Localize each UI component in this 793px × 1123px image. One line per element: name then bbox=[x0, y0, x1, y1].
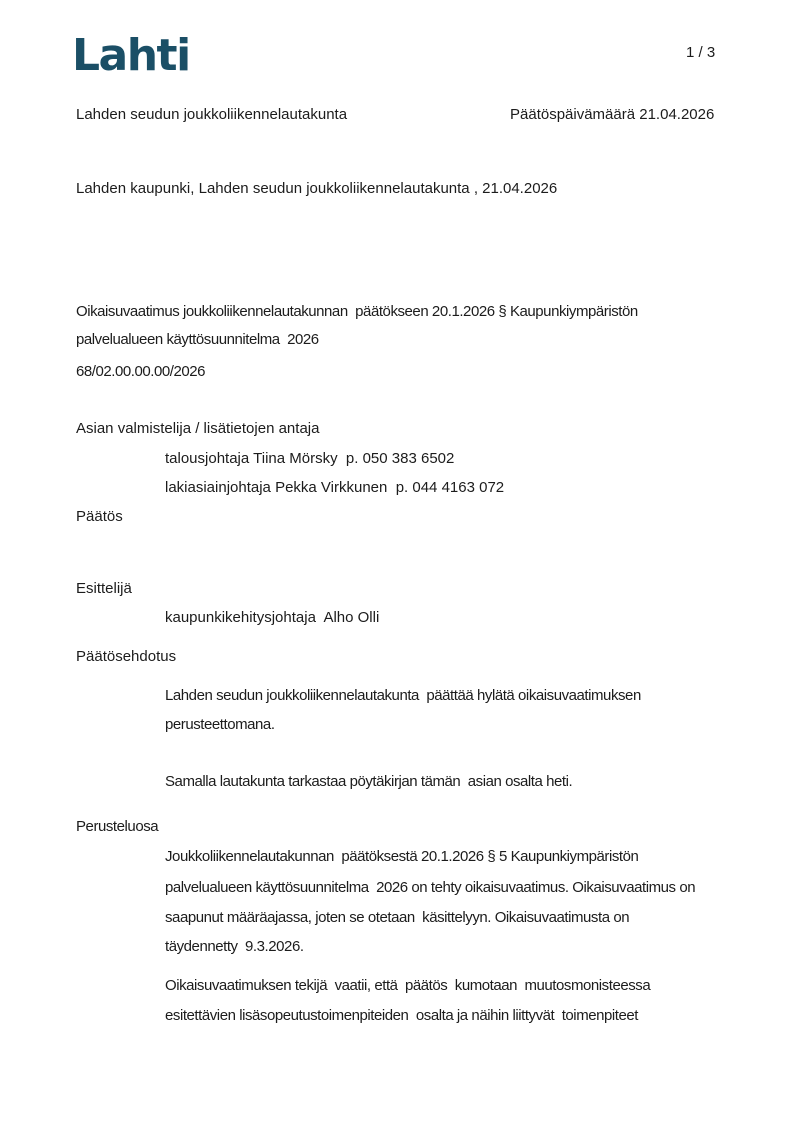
section-label-paatosehdotus: Päätösehdotus bbox=[76, 648, 177, 665]
perusteluosa-p2-line-1: Oikaisuvaatimuksen tekijä vaatii, että päätös kumotaan muutosmonisteessa bbox=[165, 977, 651, 994]
perusteluosa-p1-line-1: Joukkoliikennelautakunnan päätöksestä 20.1.2026 § 5 Kaupunkiympäristön bbox=[165, 848, 639, 865]
perusteluosa-p1-line-2: palvelualueen käyttösuunnitelma 2026 on tehty oikaisuvaatimus. Oikaisuvaatimus on bbox=[165, 879, 696, 896]
paatosehdotus-extra-line: Samalla lautakunta tarkastaa pöytäkirjan tämän asian osalta heti. bbox=[165, 773, 573, 790]
decision-date: Päätöspäivämäärä 21.04.2026 bbox=[510, 106, 715, 123]
case-title-line-1: Oikaisuvaatimus joukkoliikennelautakunnan päätökseen 20.1.2026 § Kaupunkiympäristön bbox=[76, 303, 638, 320]
lahti-logo: Lahti bbox=[72, 30, 190, 81]
section-label-paatos: Päätös bbox=[76, 508, 123, 525]
section-label-esittelija: Esittelijä bbox=[76, 580, 132, 597]
section-label-perusteluosa: Perusteluosa bbox=[76, 818, 159, 835]
paatosehdotus-line-2: perusteettomana. bbox=[165, 716, 275, 733]
esittelija-value: kaupunkikehitysjohtaja Alho Olli bbox=[165, 609, 380, 626]
preparer-label: Asian valmistelija / lisätietojen antaja bbox=[76, 420, 320, 437]
perusteluosa-p1-line-3: saapunut määräajassa, joten se otetaan käsittelyyn. Oikaisuvaatimusta on bbox=[165, 909, 630, 926]
paatosehdotus-line-1: Lahden seudun joukkoliikennelautakunta päättää hylätä oikaisuvaatimuksen bbox=[165, 687, 641, 704]
case-title-line-2: palvelualueen käyttösuunnitelma 2026 bbox=[76, 331, 319, 348]
committee-name: Lahden seudun joukkoliikennelautakunta bbox=[76, 106, 348, 123]
page-number: 1 / 3 bbox=[686, 44, 716, 61]
diary-number: 68/02.00.00.00/2026 bbox=[76, 363, 206, 380]
source-line: Lahden kaupunki, Lahden seudun joukkoliikennelautakunta , 21.04.2026 bbox=[76, 180, 558, 197]
preparer-contact-1: talousjohtaja Tiina Mörsky p. 050 383 6502 bbox=[165, 450, 455, 467]
perusteluosa-p1-line-4: täydennetty 9.3.2026. bbox=[165, 938, 304, 955]
preparer-contact-2: lakiasiainjohtaja Pekka Virkkunen p. 044 4163 072 bbox=[165, 479, 505, 496]
perusteluosa-p2-line-2: esitettävien lisäsopeutustoimenpiteiden osalta ja näihin liittyvät toimenpiteet bbox=[165, 1007, 639, 1024]
